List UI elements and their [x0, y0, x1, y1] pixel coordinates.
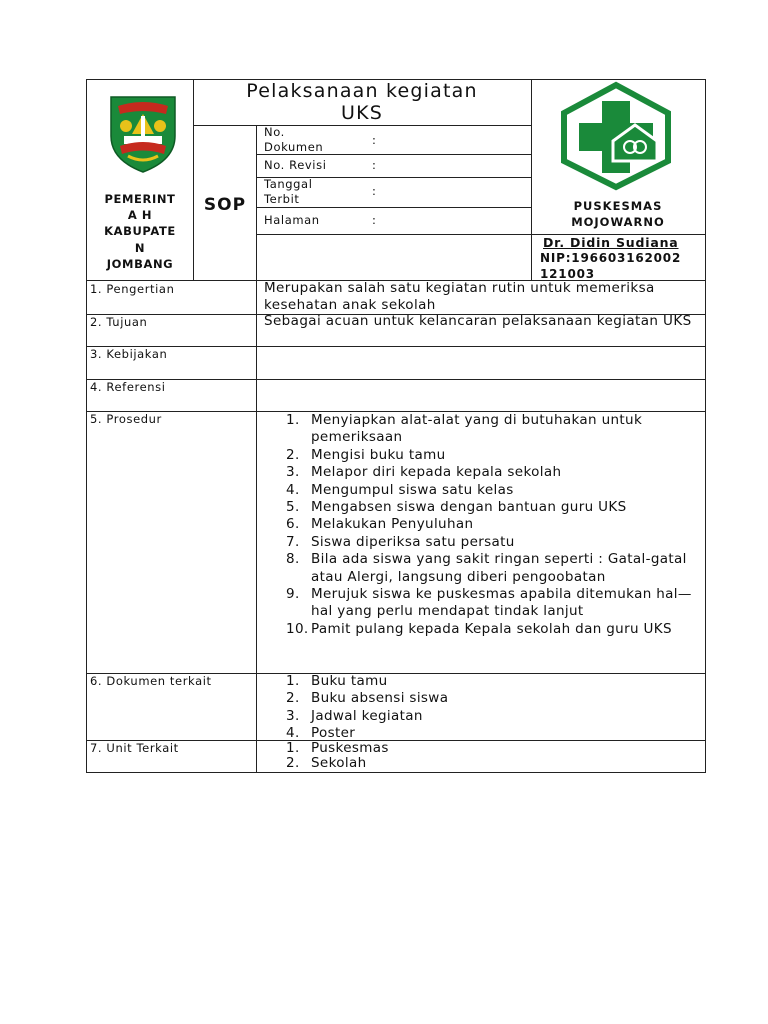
list-item: 1. Menyiapkan alat-alat yang di butuhakan untuk pemeriksaan	[286, 412, 643, 446]
border-right	[705, 79, 706, 773]
row-label-prosedur: 5. Prosedur	[90, 412, 162, 426]
meta-sep-halaman: :	[372, 213, 377, 227]
divider-logo-right	[531, 79, 532, 280]
list-item: 7. Siswa diperiksa satu persatu	[286, 533, 515, 550]
meta-label-tanggal-terbit: Tanggal Terbit	[264, 177, 313, 206]
meta-sep-no-dokumen: :	[372, 133, 377, 147]
list-item: 9. Merujuk siswa ke puskesmas apabila ditemukan hal—hal yang perlu mendapat tindak lanjut	[286, 586, 692, 620]
row-text-tujuan: Sebagai acuan untuk kelancaran pelaksanaan kegiatan UKS	[264, 313, 692, 329]
puskesmas-logo-icon	[557, 81, 675, 191]
meta-label-halaman: Halaman	[264, 213, 320, 227]
border-left	[86, 79, 87, 773]
document-title: Pelaksanaan kegiatan UKS	[246, 80, 478, 124]
meta-sep-tanggal-terbit: :	[372, 184, 377, 198]
signer-nip: NIP:196603162002 121003	[540, 251, 682, 281]
row-label-unit-terkait: 7. Unit Terkait	[90, 741, 179, 755]
dokumen-terkait-list	[286, 673, 696, 743]
row-label-kebijakan: 3. Kebijakan	[90, 347, 168, 361]
list-item: 3. Jadwal kegiatan	[286, 707, 423, 724]
row-label-dokumen-terkait: 6. Dokumen terkait	[90, 674, 212, 688]
jombang-crest-icon	[108, 94, 178, 174]
row-text-pengertian: Merupakan salah satu kegiatan rutin untuk memeriksa kesehatan anak sekolah	[264, 280, 655, 313]
row-label-tujuan: 2. Tujuan	[90, 315, 148, 329]
list-item: 3. Melapor diri kepada kepala sekolah	[286, 464, 562, 481]
list-item: 10. Pamit pulang kepada Kepala sekolah dan guru UKS	[286, 620, 672, 637]
list-item: 6. Melakukan Penyuluhan	[286, 516, 474, 533]
list-item: 1. Buku tamu	[286, 673, 388, 689]
meta-sep-no-revisi: :	[372, 158, 377, 172]
list-item: 4. Mengumpul siswa satu kelas	[286, 481, 514, 498]
sop-divider	[256, 125, 257, 280]
row-label-pengertian: 1. Pengertian	[90, 282, 175, 296]
list-item: 5. Mengabsen siswa dengan bantuan guru UKS	[286, 499, 627, 516]
body-column-divider	[256, 280, 257, 773]
prosedur-list	[286, 412, 696, 638]
row-line-2	[86, 346, 705, 347]
list-item: 2. Sekolah	[286, 754, 367, 771]
sop-label: SOP	[203, 195, 247, 215]
divider-logo-left	[193, 79, 194, 280]
title-bottom-line	[193, 125, 531, 126]
meta-line-3	[256, 207, 531, 208]
signer-name: Dr. Didin Sudiana	[543, 235, 679, 250]
org-right-name: PUSKESMAS MOJOWARNO	[571, 199, 665, 229]
list-item: 8. Bila ada siswa yang sakit ringan seperti : Gatal-gatal atau Alergi, langsung diberi pengoobatan	[286, 551, 687, 585]
list-item: 4. Poster	[286, 725, 356, 742]
meta-label-no-revisi: No. Revisi	[264, 158, 327, 172]
list-item: 1. Puskesmas	[286, 740, 389, 756]
meta-label-no-dokumen: No. Dokumen	[264, 125, 324, 154]
org-left-name: PEMERINT A H KABUPATE N JOMBANG	[104, 192, 176, 271]
list-item: 2. Buku absensi siswa	[286, 690, 449, 707]
row-label-referensi: 4. Referensi	[90, 380, 166, 394]
row-line-3	[86, 379, 705, 380]
list-item: 2. Mengisi buku tamu	[286, 446, 446, 463]
unit-terkait-list	[286, 741, 696, 770]
border-bottom	[86, 772, 705, 773]
